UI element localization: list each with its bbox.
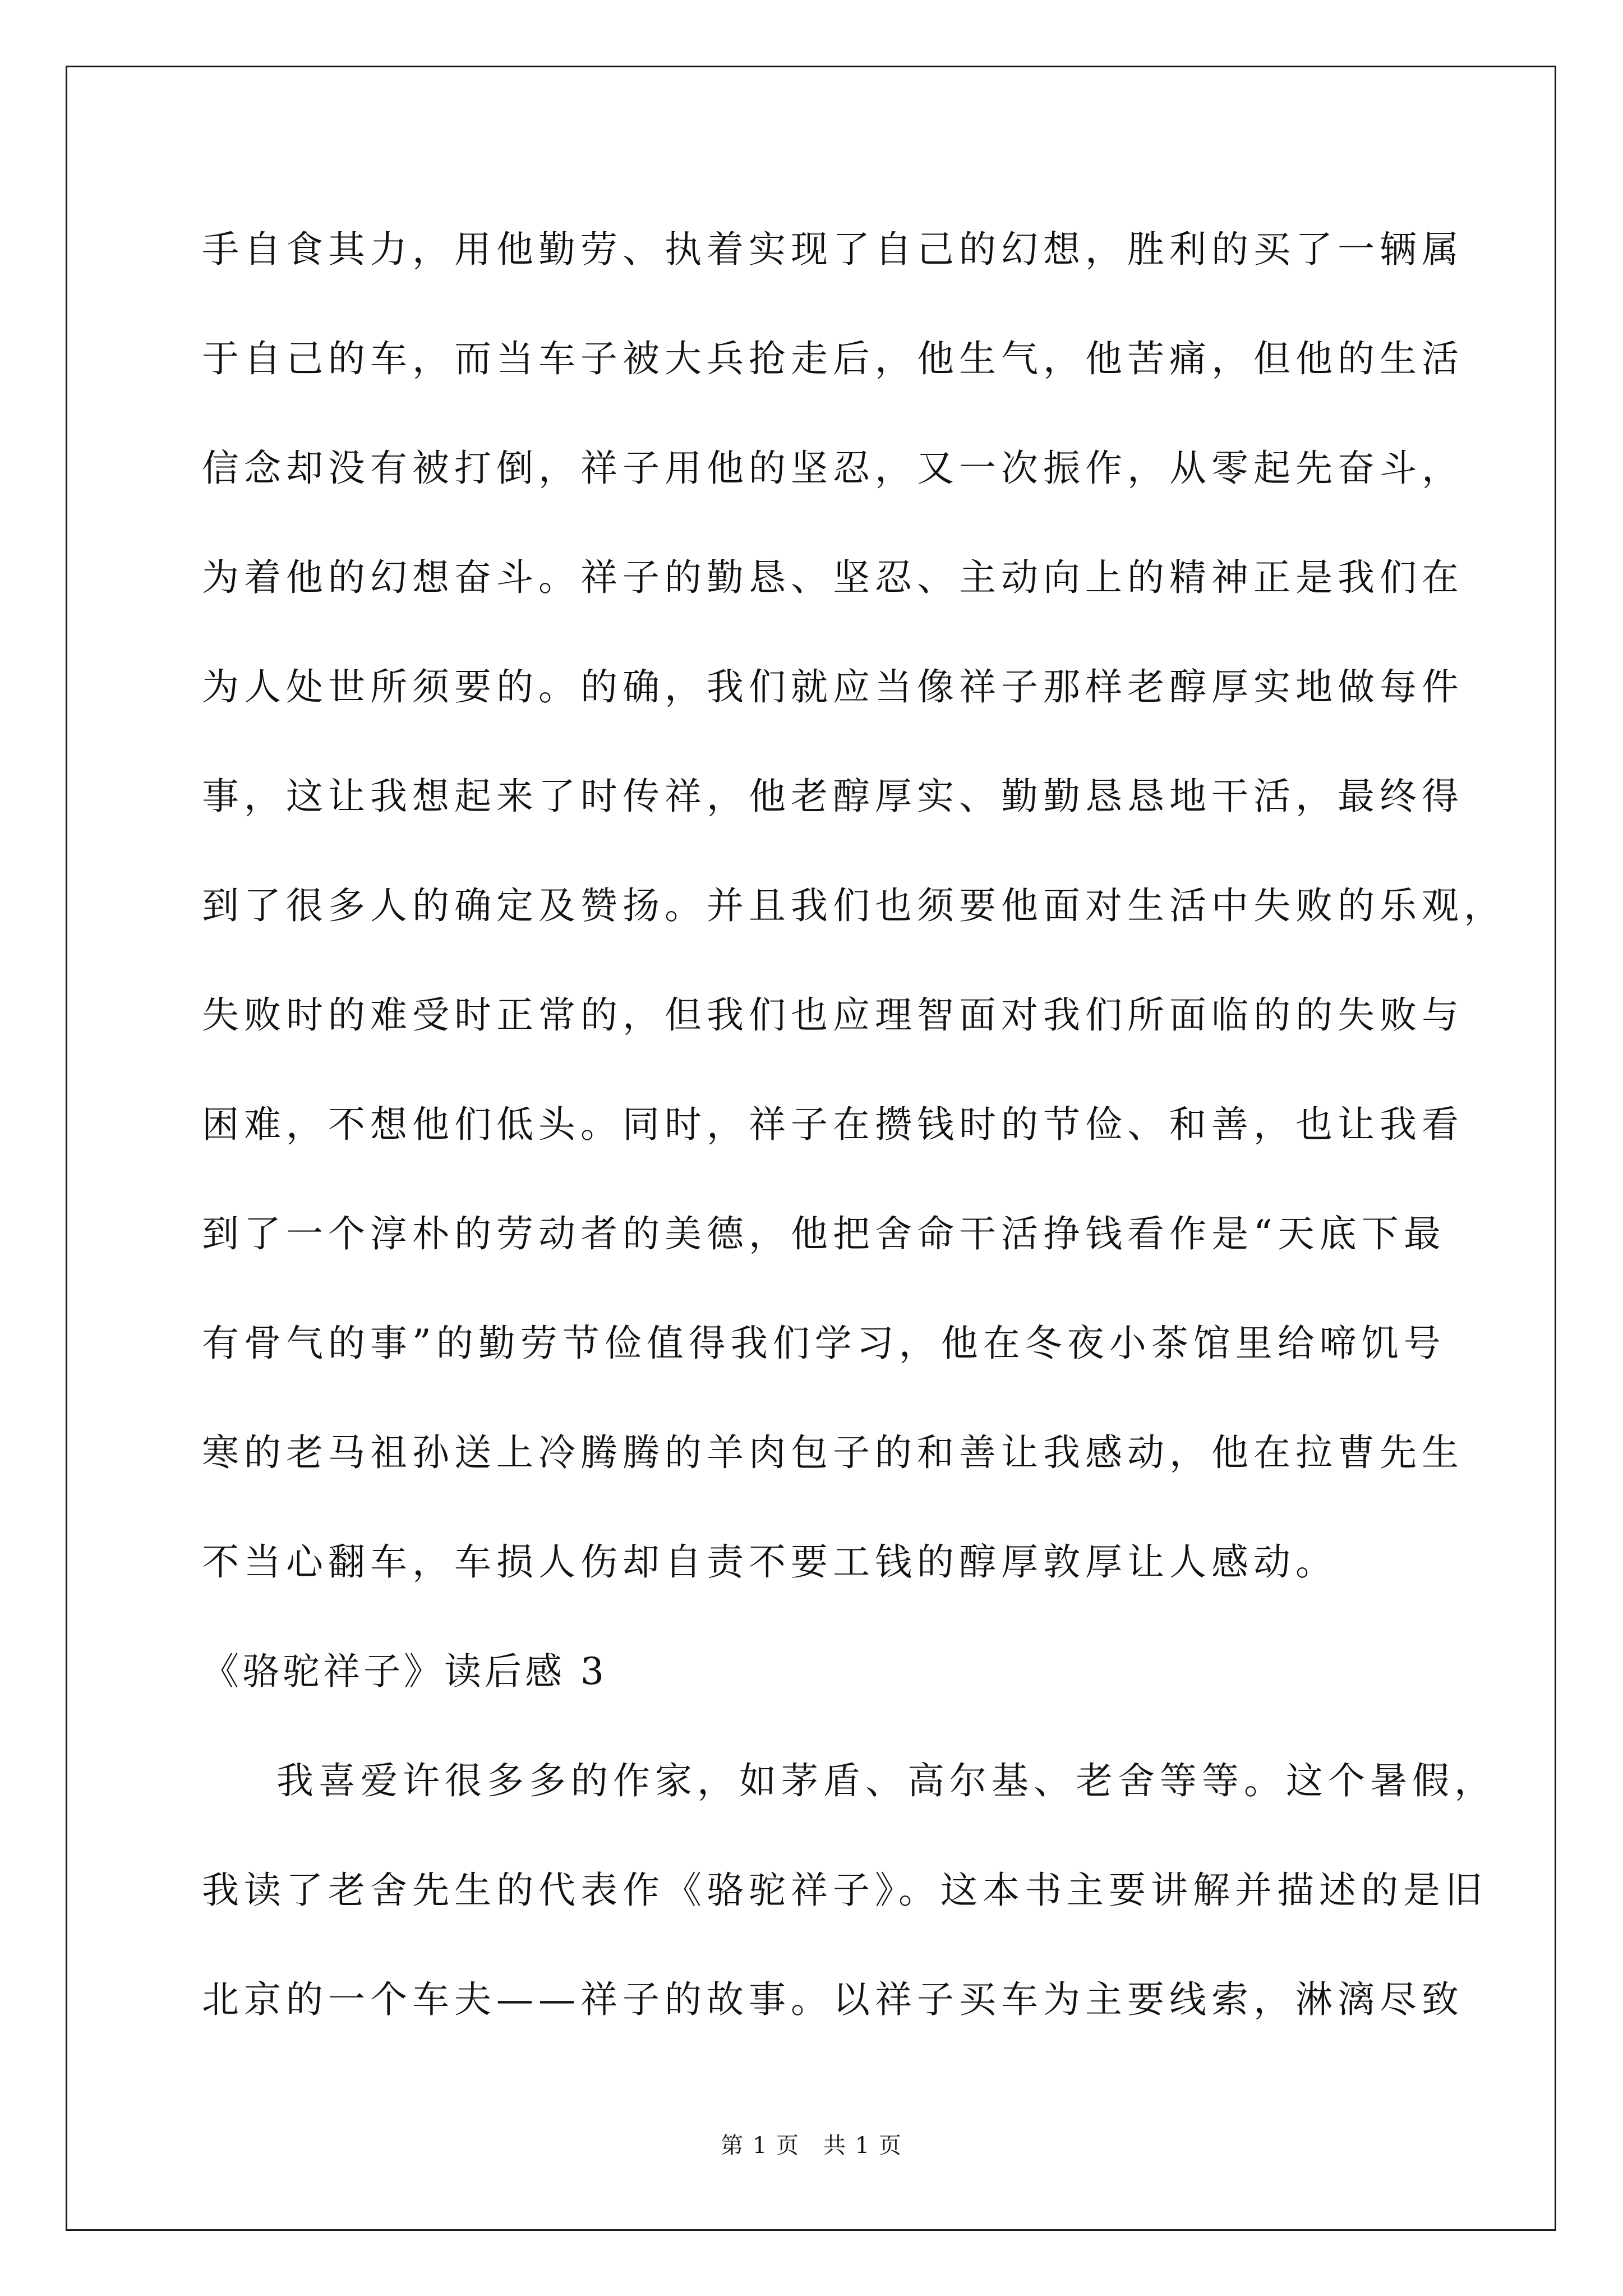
paragraph-line-4: 为着他的幻想奋斗。祥子的勤恳、坚忍、主动向上的精神正是我们在 bbox=[202, 556, 1464, 599]
paragraph-line-1: 手自食其力，用他勤劳、执着实现了自己的幻想，胜利的买了一辆属 bbox=[202, 228, 1464, 271]
paragraph-line-6: 事，这让我想起来了时传祥，他老醇厚实、勤勤恳恳地干活，最终得 bbox=[202, 775, 1464, 818]
paragraph-line-10: 到了一个淳朴的劳动者的美德，他把舍命干活挣钱看作是“天底下最 bbox=[202, 1212, 1446, 1255]
section-line-3: 北京的一个车夫——祥子的故事。以祥子买车为主要线索，淋漓尽致 bbox=[202, 1978, 1464, 2021]
section-line-1: 我喜爱许很多多的作家，如茅盾、高尔基、老舍等等。这个暑假， bbox=[276, 1759, 1496, 1802]
paragraph-line-12: 寒的老马祖孙送上冷腾腾的羊肉包子的和善让我感动，他在拉曹先生 bbox=[202, 1431, 1464, 1474]
paragraph-line-2: 于自己的车，而当车子被大兵抢走后，他生气，他苦痛，但他的生活 bbox=[202, 337, 1464, 380]
paragraph-line-3: 信念却没有被打倒，祥子用他的坚忍，又一次振作，从零起先奋斗， bbox=[202, 447, 1464, 490]
paragraph-line-7: 到了很多人的确定及赞扬。并且我们也须要他面对生活中失败的乐观， bbox=[202, 884, 1506, 927]
section-heading: 《骆驼祥子》读后感 3 bbox=[202, 1650, 607, 1693]
page-number-footer: 第 1 页 共 1 页 bbox=[721, 2133, 902, 2159]
paragraph-line-9: 困难，不想他们低头。同时，祥子在攒钱时的节俭、和善，也让我看 bbox=[202, 1103, 1464, 1146]
paragraph-line-8: 失败时的难受时正常的，但我们也应理智面对我们所面临的的失败与 bbox=[202, 993, 1464, 1037]
paragraph-line-13: 不当心翻车，车损人伤却自责不要工钱的醇厚敦厚让人感动。 bbox=[202, 1540, 1338, 1584]
paragraph-line-5: 为人处世所须要的。的确，我们就应当像祥子那样老醇厚实地做每件 bbox=[202, 665, 1464, 708]
paragraph-line-11: 有骨气的事”的勤劳节俭值得我们学习，他在冬夜小茶馆里给啼饥号 bbox=[202, 1322, 1446, 1365]
section-line-2: 我读了老舍先生的代表作《骆驼祥子》。这本书主要讲解并描述的是旧 bbox=[202, 1869, 1487, 1912]
